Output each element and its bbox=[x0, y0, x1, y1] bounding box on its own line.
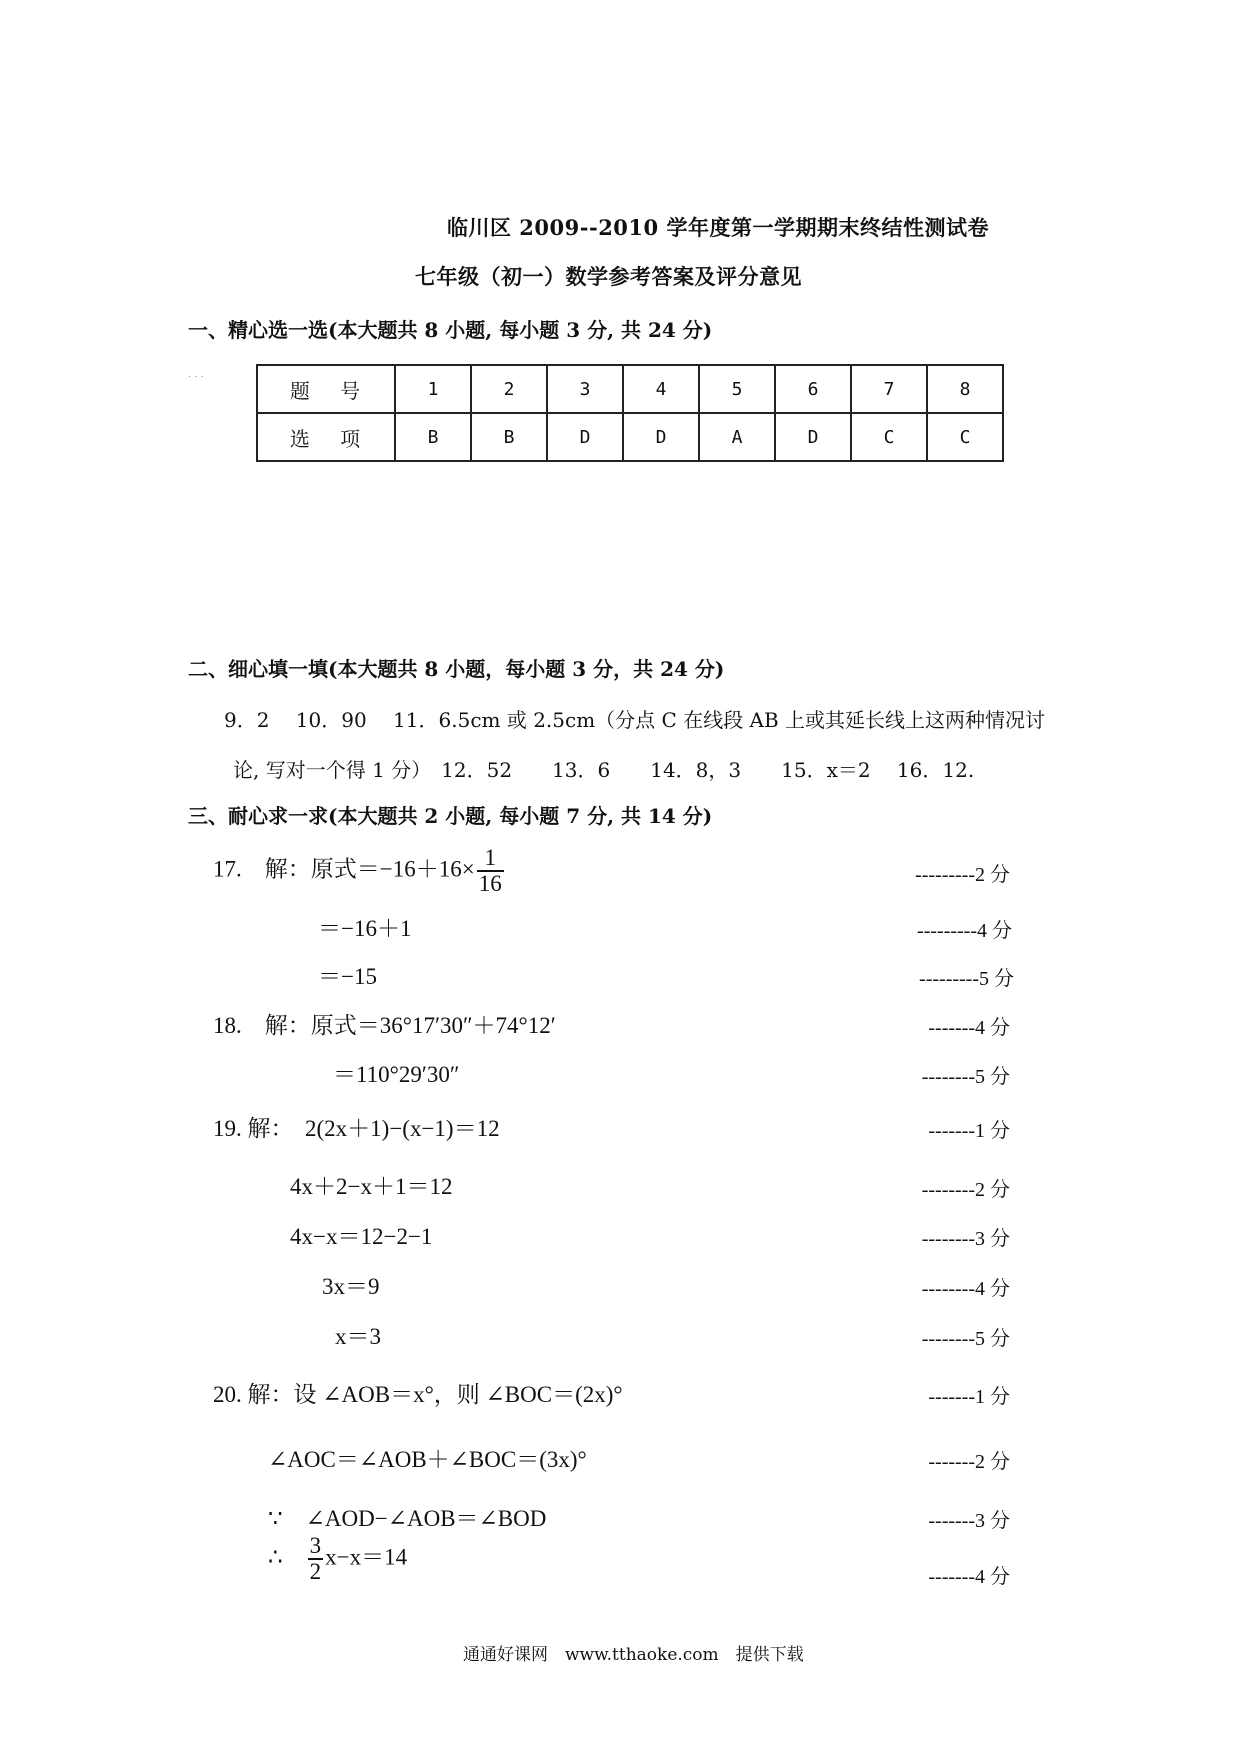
score-marker: -------4 分 bbox=[928, 1017, 1010, 1039]
q20-step4 bbox=[268, 1534, 407, 1584]
question-number: 1 bbox=[395, 365, 471, 413]
q19-step5: x＝3 bbox=[335, 1324, 381, 1349]
table-row bbox=[257, 365, 1003, 413]
q18-step2: ＝110°29′30″ bbox=[333, 1062, 460, 1087]
section3-heading: 三、耐心求一求(本大题共 2 小题, 每小题 7 分, 共 14 分) bbox=[188, 804, 713, 828]
footer-credit: 通通好课网 www.tthaoke.com 提供下载 bbox=[463, 1645, 804, 1665]
q17-step1 bbox=[213, 846, 506, 896]
section2-heading: 二、细心填一填(本大题共 8 小题，每小题 3 分，共 24 分) bbox=[188, 657, 725, 681]
q20-step2: ∠AOC＝∠AOB＋∠BOC＝(3x)° bbox=[268, 1447, 587, 1472]
question-number: 8 bbox=[927, 365, 1003, 413]
q20-step3: ∵ ∠AOD−∠AOB＝∠BOD bbox=[268, 1506, 547, 1531]
q17-step1-text: 17. 解：原式＝−16＋16× bbox=[213, 856, 475, 882]
q19-step3: 4x−x＝12−2−1 bbox=[290, 1224, 433, 1249]
q19-step2: 4x＋2−x＋1＝12 bbox=[290, 1174, 453, 1199]
therefore-symbol: ∴ bbox=[268, 1544, 306, 1570]
answer-key-subtitle: 七年级（初一）数学参考答案及评分意见 bbox=[415, 264, 802, 289]
score-marker: --------4 分 bbox=[921, 1278, 1010, 1300]
q20-step4-text: x−x＝14 bbox=[325, 1544, 408, 1570]
fraction-denominator: 2 bbox=[309, 1559, 322, 1585]
q18-step1: 18. 解：原式＝36°17′30″＋74°12′ bbox=[213, 1013, 556, 1038]
row-label-number: 题 号 bbox=[257, 365, 395, 413]
answer-option: D bbox=[547, 413, 623, 461]
question-number: 3 bbox=[547, 365, 623, 413]
score-marker: -------1 分 bbox=[928, 1120, 1010, 1142]
fill-in-answers-line2: 论, 写对一个得 1 分） 12．52 13．6 14．8，3 15．x＝2 16．12. bbox=[233, 758, 975, 782]
question-number: 4 bbox=[623, 365, 699, 413]
answer-table bbox=[256, 364, 1004, 462]
answer-option: C bbox=[851, 413, 927, 461]
score-marker: -------3 分 bbox=[928, 1510, 1010, 1532]
score-marker: ---------2 分 bbox=[915, 864, 1010, 886]
score-marker: --------2 分 bbox=[921, 1179, 1010, 1201]
q17-step3: ＝−15 bbox=[318, 964, 377, 989]
q19-step4: 3x＝9 bbox=[322, 1274, 380, 1299]
section1-heading: 一、精心选一选(本大题共 8 小题, 每小题 3 分, 共 24 分) bbox=[188, 318, 713, 342]
question-number: 2 bbox=[471, 365, 547, 413]
exam-title: 临川区 2009--2010 学年度第一学期期末终结性测试卷 bbox=[447, 215, 989, 240]
score-marker: -------4 分 bbox=[928, 1566, 1010, 1588]
answer-option: B bbox=[395, 413, 471, 461]
fraction-numerator: 3 bbox=[308, 1534, 324, 1560]
question-number: 7 bbox=[851, 365, 927, 413]
question-number: 6 bbox=[775, 365, 851, 413]
answer-option: C bbox=[927, 413, 1003, 461]
score-marker: -------2 分 bbox=[928, 1451, 1010, 1473]
fraction-denominator: 16 bbox=[478, 871, 502, 897]
fraction-numerator: 1 bbox=[477, 846, 504, 872]
fraction bbox=[477, 846, 504, 896]
fill-in-answers-line1: 9．2 10．90 11．6.5cm 或 2.5cm（分点 C 在线段 AB 上或其延长线上这两种情况讨 bbox=[224, 708, 1046, 732]
score-marker: ---------4 分 bbox=[917, 920, 1012, 942]
row-label-option: 选 项 bbox=[257, 413, 395, 461]
question-number: 5 bbox=[699, 365, 775, 413]
q19-step1: 19. 解： 2(2x＋1)−(x−1)＝12 bbox=[213, 1116, 500, 1141]
stray-dots: · · · bbox=[188, 372, 204, 383]
answer-option: D bbox=[775, 413, 851, 461]
score-marker: --------5 分 bbox=[921, 1066, 1010, 1088]
table-row bbox=[257, 413, 1003, 461]
score-marker: ---------5 分 bbox=[919, 968, 1014, 990]
score-marker: --------5 分 bbox=[921, 1328, 1010, 1350]
q20-step1: 20. 解：设 ∠AOB＝x°，则 ∠BOC＝(2x)° bbox=[213, 1382, 623, 1407]
score-marker: --------3 分 bbox=[921, 1228, 1010, 1250]
answer-option: B bbox=[471, 413, 547, 461]
q17-step2: ＝−16＋1 bbox=[318, 916, 412, 941]
score-marker: -------1 分 bbox=[928, 1386, 1010, 1408]
answer-option: D bbox=[623, 413, 699, 461]
fraction bbox=[308, 1534, 324, 1584]
answer-option: A bbox=[699, 413, 775, 461]
